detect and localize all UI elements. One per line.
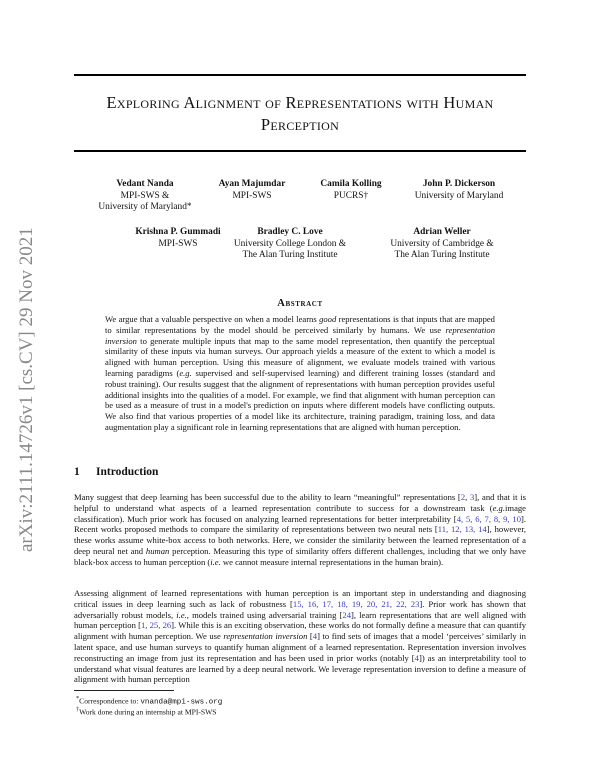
text-emphasis: i.e. [176, 609, 187, 620]
abstract-text [105, 314, 495, 433]
footnote-mark: † [76, 706, 80, 713]
text-fragment: Assessing alignment of learned representations with human perception is an important step in understanding and diagnosing critical issues in deep learning such as lack of robustness [ [74, 588, 526, 609]
title-line-2: Perception [260, 115, 340, 134]
abstract-emphasis: good [319, 314, 337, 324]
abstract-fragment: representations is that inputs that are mapped to similar representations by the model should be perceived similarly by humans. We use [105, 314, 495, 335]
author-affiliation-2: The Alan Turing Institute [394, 250, 490, 260]
author-affiliation: PUCRS† [333, 190, 369, 201]
text-fragment: Many suggest that deep learning has been successful due to the ability to learn “meaningful” representations [ [74, 492, 461, 502]
paper-title [74, 92, 526, 136]
text-fragment: we cannot measure internal representations in the human brain). [220, 556, 444, 567]
footnote-rule [74, 690, 174, 691]
author-affiliation: MPI-SWS [158, 238, 198, 249]
text-fragment: ] to find sets of images that a model ‘perceives’ similarly in latent space, and use human surveys to quantify human alignment of a learned representation. Representation inversion involves reconstructing an image from just its representation and has been used in prior works (notably [ [74, 631, 526, 663]
arxiv-stamp [4, 200, 44, 560]
author-affiliation-2: The Alan Turing Institute [242, 250, 338, 260]
citation-link[interactable]: 3 [470, 492, 475, 502]
title-top-rule [74, 74, 526, 76]
text-fragment: ], learn representations that are well aligned with human perception [ [74, 609, 526, 631]
citation-link[interactable]: 4 [414, 652, 419, 663]
title-bottom-rule [74, 150, 526, 152]
author-name: Krishna P. Gummadi [135, 227, 221, 237]
text-fragment: image classification). Much prior work has focused on analyzing learned representations for better interpretability [ [74, 502, 526, 524]
author-affiliation: MPI-SWS & [120, 190, 170, 201]
citation-link[interactable]: 1, 25, 26 [140, 620, 172, 631]
footnote-mark: * [76, 695, 80, 702]
text-fragment: ], however, these works assume white-box access to both networks. Here, we consider the similarity between the learned representation of a deep neural net and [74, 524, 527, 556]
footnote-text: Work done during an internship at MPI-SWS [79, 707, 217, 717]
text-fragment: ]. Prior work has shown that adversarially robust models, [74, 598, 527, 620]
abstract-fragment: We argue that a valuable perspective on when a model learns [105, 314, 320, 324]
abstract-emphasis: representation inversion [105, 324, 495, 346]
abstract-fragment: to generate multiple inputs that map to the same model representation, then quantify the perceptual similarity of these inputs via human surveys. Our approach yields a measure of the extent to which a model is aligned with human perception. Using this measure of alignment, we evaluate models trained with various learning paradigms ( [105, 335, 495, 378]
text-emphasis: e.g. [492, 502, 505, 513]
text-fragment: , models trained using adversarial training [ [186, 609, 343, 620]
citation-link[interactable]: 15, 16, 17, 18, 19, 20, 21, 22, 23 [292, 598, 420, 609]
footnote-2 [76, 705, 526, 718]
text-emphasis: human [145, 545, 170, 556]
citation-link[interactable]: 4, 5, 6, 7, 8, 9, 10 [456, 513, 521, 524]
text-fragment: ]. While this is an exciting observation, these works do not formally define a measure that can quantify alignment with human perception. We use [74, 620, 527, 642]
text-fragment: ]) as an interpretability tool to understand what visual features are learned by a deep neural network. We leverage representation inversion to define a measure of alignment with human perception [74, 652, 526, 685]
author-affiliation-2: University of Maryland* [98, 202, 192, 212]
intro-paragraph-1: Many suggest that deep learning has been successful due to the ability to learn “meaningful” representations [2, 3], and that it is helpful to understand what aspects of a learned representation contribute to success for a downstream task (e.g.image classification). Much prior work has focused on analyzing learned representations for better interpretability [4, 5, 6, 7, 8, 9, 10]. Recent works proposed methods to compare the similarity of representations between two neural nets [11, 12, 13, 14], however, these works assume white-box access to both networks. Here, we consider the similarity between the learned representation of a deep neural net and human perception. Measuring this type of similarity offers different challenges, including that we only have black-box access to human perception (i.e. we cannot measure internal representations in the human brain). [74, 492, 527, 567]
arxiv-id: arXiv:2111.14726v1 [cs.CV] 29 Nov 2021 [16, 227, 37, 552]
citation-link[interactable]: 4 [312, 631, 318, 642]
footnote-email[interactable]: vnanda@mpi-sws.org [140, 698, 223, 707]
text-fragment: ], and that it is helpful to understand what aspects of a learned representation contribute to success for a downstream task ( [74, 492, 527, 513]
footnote-text: Correspondence to: [79, 696, 141, 706]
abstract-fragment: supervised and self-supervised learning) and different training losses (standard and robust training). Our results suggest that the alignment of representations with human perception provides useful additional insights into the qualities of a model. For example, we find that alignment with human perception can be used as a measure of trust in a model's prediction on inputs where different models have conflicting outputs. We also find that various properties of a model like its architecture, training paradigm, training loss, and data augmentation play a significant role in learning representations that are aligned with human perception. [105, 367, 495, 432]
title-line-1: Exploring Alignment of Representations with Human [106, 93, 494, 112]
author-name: Camila Kolling [320, 179, 382, 189]
citation-link[interactable]: 11, 12, 13, 14 [437, 524, 487, 535]
citation-link[interactable]: 24 [342, 609, 351, 620]
citation-link[interactable]: 2 [460, 492, 466, 502]
author-block [367, 227, 517, 262]
intro-paragraph-2 [74, 588, 526, 685]
text-fragment: [ [307, 631, 313, 642]
author-name: Adrian Weller [413, 227, 471, 237]
section-heading [74, 466, 158, 478]
text-fragment: perception. Measuring this type of similarity offers different challenges, including that we only have black-box access to human perception ( [74, 545, 526, 567]
author-affiliation: University College London & [233, 238, 347, 249]
section-number: 1 [74, 466, 80, 478]
abstract-emphasis: e.g. [179, 367, 192, 378]
abstract-heading: Abstract [277, 298, 323, 309]
author-affiliation: MPI-SWS [232, 190, 272, 201]
author-block [384, 179, 534, 202]
text-fragment: ]. Recent works proposed methods to compare the similarity of representations between two neural nets [ [74, 513, 527, 535]
section-title: Introduction [96, 466, 159, 478]
author-name: Vedant Nanda [116, 179, 174, 189]
author-affiliation: University of Cambridge & [390, 238, 494, 249]
text-emphasis: representation inversion [223, 631, 308, 642]
author-name: Bradley C. Love [257, 227, 323, 237]
author-block [215, 227, 365, 262]
author-name: John P. Dickerson [422, 179, 496, 189]
author-name: Ayan Majumdar [218, 179, 286, 189]
text-emphasis: i.e. [210, 556, 221, 567]
author-affiliation: University of Maryland [414, 190, 504, 201]
